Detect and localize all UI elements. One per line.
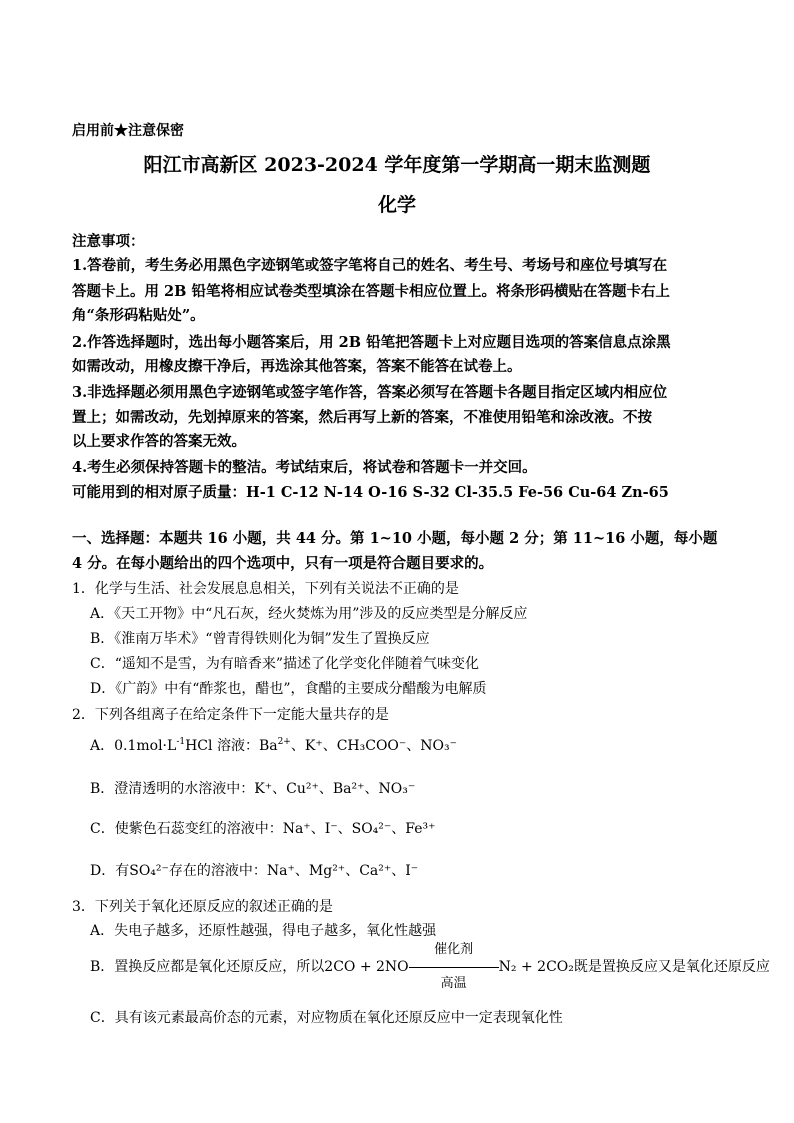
exam-title: 阳江市高新区 2023-2024 学年度第一学期高一期末监测题 [143, 154, 651, 176]
question-2-option-a [90, 735, 457, 755]
notice-item-3-line-3: 以上要求作答的答案无效。 [72, 433, 246, 450]
option-a-concentration: A．0.1mol·L [90, 738, 177, 754]
question-1-option-b: B．《淮南万毕术》“曾青得铁则化为铜”发生了置换反应 [90, 631, 430, 647]
question-1-option-a: A．《天工开物》中“凡石灰，经火焚炼为用”涉及的反应类型是分解反应 [90, 606, 528, 622]
option-a-ions: 、K⁺、CH₃COO⁻、NO₃⁻ [290, 738, 458, 754]
question-2-option-c: C．使紫色石蕊变红的溶液中：Na⁺、I⁻、SO₄²⁻、Fe³⁺ [90, 821, 436, 837]
question-2-option-d: D．有SO₄²⁻存在的溶液中：Na⁺、Mg²⁺、Ca²⁺、I⁻ [90, 863, 419, 879]
question-3-option-b [90, 942, 770, 991]
question-3-stem: 3．下列关于氧化还原反应的叙述正确的是 [72, 899, 333, 915]
notice-item-1-line-2: 答题卡上。用 2B 铅笔将相应试卷类型填涂在答题卡相应位置上。将条形码横贴在答题卡右上 [72, 283, 670, 300]
equation-reactants: 2CO + 2NO [324, 959, 409, 975]
section-1-instructions-line-2: 4 分。在每小题给出的四个选项中，只有一项是符合题目要求的。 [72, 555, 494, 572]
notice-item-2-line-2: 如需改动，用橡皮擦干净后，再选涂其他答案，答案不能答在试卷上。 [72, 358, 522, 375]
question-3-option-a: A．失电子越多，还原性越强，得电子越多，氧化性越强 [90, 923, 437, 939]
question-1-option-d: D．《广韵》中有“酢浆也，醋也”，食醋的主要成分醋酸为电解质 [90, 681, 487, 697]
reaction-bar [409, 967, 499, 968]
option-a-solution: HCl 溶液：Ba [185, 738, 278, 754]
question-1-stem: 1．化学与生活、社会发展息息相关，下列有关说法不正确的是 [72, 581, 459, 597]
subject-title: 化学 [377, 194, 416, 216]
question-3-option-c: C．具有该元素最高价态的元素，对应物质在氧化还原反应中一定表现氧化性 [90, 1010, 563, 1026]
notice-item-1-line-3: 角“条形码粘贴处”。 [72, 307, 205, 324]
confidential-label: 启用前★注意保密 [72, 123, 184, 139]
notice-item-1-line-1: 1.答卷前，考生务必用黑色字迹钢笔或签字笔将自己的姓名、考生号、考场号和座位号填写在 [72, 257, 668, 274]
notice-heading: 注意事项： [72, 233, 145, 250]
high-temperature-label: 高温 [440, 976, 467, 991]
question-1-option-c: C．“遥知不是雪，为有暗香来”描述了化学变化伴随着气味变化 [90, 656, 480, 672]
option-b-intro: B．置换反应都是氧化还原反应，所以 [90, 959, 325, 975]
equation-products: N₂ + 2CO₂ [498, 959, 574, 975]
catalyst-label: 催化剂 [434, 942, 474, 957]
barium-charge: 2+ [277, 737, 291, 747]
section-1-instructions-line-1: 一、选择题：本题共 16 小题，共 44 分。第 1~10 小题，每小题 2 分；第 11~16 小题，每小题 [72, 530, 718, 547]
notice-item-4: 4.考生必须保持答题卡的整洁。考试结束后，将试卷和答题卡一并交回。 [72, 459, 537, 476]
question-2-stem: 2．下列各组离子在给定条件下一定能大量共存的是 [72, 707, 389, 723]
question-2-option-b: B．澄清透明的水溶液中：K⁺、Cu²⁺、Ba²⁺、NO₃⁻ [90, 781, 416, 797]
notice-item-2-line-1: 2.作答选择题时，选出每小题答案后，用 2B 铅笔把答题卡上对应题目选项的答案信息点涂黑 [72, 334, 671, 351]
unit-exponent: -1 [176, 737, 186, 747]
notice-item-3-line-1: 3.非选择题必须用黑色字迹钢笔或签字笔作答，答案必须写在答题卡各题目指定区域内相应位 [72, 384, 668, 401]
option-b-conclusion: 既是置换反应又是氧化还原反应 [573, 959, 770, 975]
reaction-condition-arrow [409, 942, 499, 991]
atomic-masses: 可能用到的相对原子质量：H-1 C-12 N-14 O-16 S-32 Cl-35.5 Fe-56 Cu-64 Zn-65 [72, 484, 669, 501]
notice-item-3-line-2: 置上；如需改动，先划掉原来的答案，然后再写上新的答案，不准使用铅笔和涂改液。不按 [72, 409, 652, 426]
